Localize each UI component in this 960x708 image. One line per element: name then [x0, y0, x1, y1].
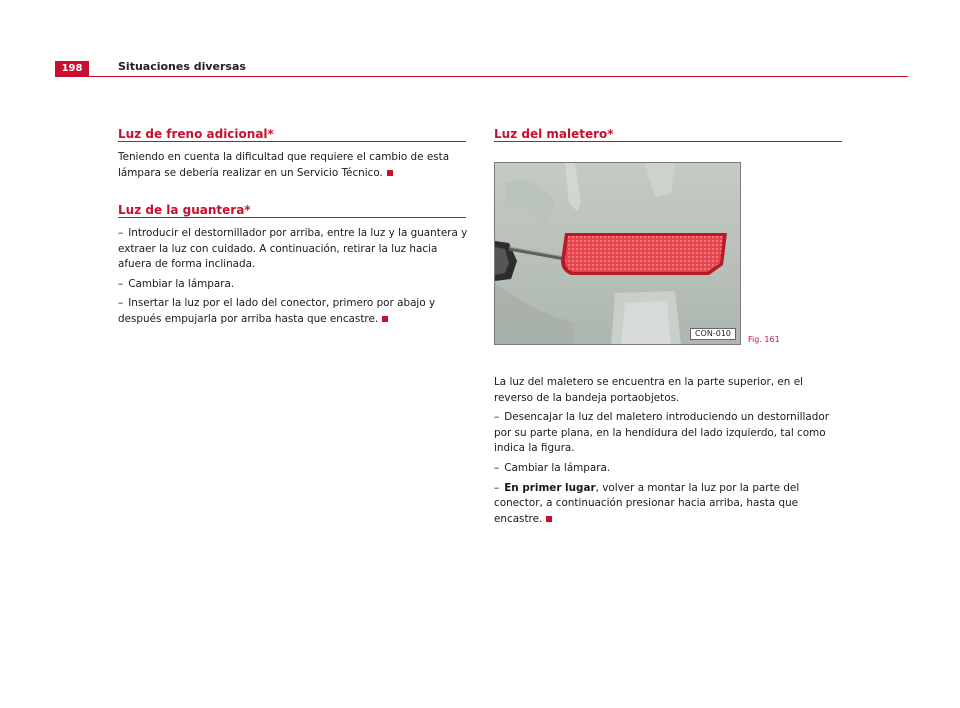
dash-bullet: –: [118, 227, 124, 239]
intro-text: La luz del maletero se encuentra en la parte superior, en el reverso de la bandeja portaobjetos.: [494, 376, 803, 404]
list-item: [118, 226, 468, 273]
chapter-title: Situaciones diversas: [118, 60, 246, 73]
brake-light-text: Teniendo en cuenta la dificultad que requiere el cambio de esta lámpara se debería realizar en un Servicio Técnico.: [118, 151, 450, 179]
brake-light-paragraph: [118, 150, 468, 185]
section-divider: [118, 217, 466, 218]
list-item: [494, 481, 844, 528]
step-text: , volver a montar la luz por la parte del conector, a continuación presionar hacia arriba, hasta que encastre.: [494, 481, 800, 525]
section-title-trunk-light: Luz del maletero*: [494, 127, 614, 141]
list-item: [494, 410, 844, 457]
step-text: Insertar la luz por el lado del conector, primero por abajo y después empujarla por arriba hasta que encastre.: [118, 297, 436, 325]
dash-bullet: –: [494, 411, 500, 424]
emphasis-text: En primer lugar: [504, 481, 596, 494]
end-mark-icon: [382, 316, 388, 322]
page-number: 198: [55, 61, 89, 76]
section-title-brake-light: Luz de freno adicional*: [118, 127, 274, 141]
header-divider: [55, 76, 908, 77]
section-divider: [494, 141, 842, 142]
end-mark-icon: [546, 516, 552, 522]
section-title-glovebox-light: Luz de la guantera*: [118, 203, 251, 217]
list-item: [118, 277, 468, 293]
glovebox-steps: [118, 226, 468, 332]
step-text: Introducir el destornillador por arriba, entre la luz y la guantera y extraer la luz con cuidado. A continuación, retirar la luz hacia afuera de forma inclinada.: [118, 227, 468, 271]
list-item: [118, 296, 468, 327]
step-text: Cambiar la lámpara.: [504, 461, 611, 474]
section-divider: [118, 141, 466, 142]
dash-bullet: –: [494, 481, 500, 494]
list-item: [494, 461, 844, 477]
trunk-light-illustration: [495, 163, 741, 345]
step-text: Desencajar la luz del maletero introduciendo un destornillador por su parte plana, en la hendidura del lado izquierdo, tal como indica la figura.: [494, 411, 829, 455]
dash-bullet: –: [118, 277, 124, 290]
dash-bullet: –: [494, 461, 500, 474]
dash-bullet: –: [118, 297, 124, 310]
step-text: Cambiar la lámpara.: [128, 277, 235, 290]
figure-label: Fig. 161: [748, 335, 780, 344]
figure-code: CON-010: [690, 328, 736, 340]
trunk-light-figure: [494, 162, 741, 345]
end-mark-icon: [387, 170, 393, 176]
trunk-light-paragraphs: [494, 375, 844, 531]
